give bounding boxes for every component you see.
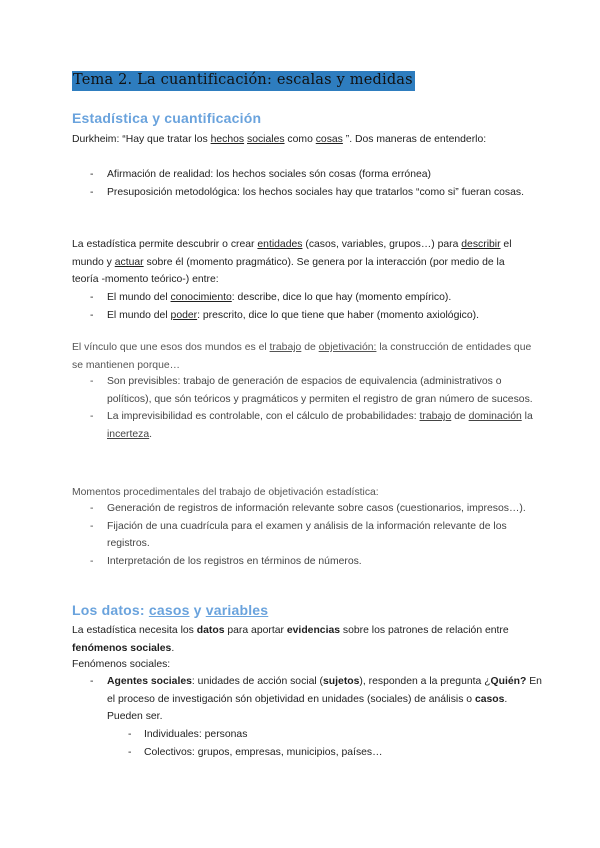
text: el mundo y — [72, 239, 512, 268]
underlined-term: actuar — [114, 256, 144, 268]
text: (casos, variables, grupos…) para — [302, 239, 462, 250]
text: El mundo del — [107, 292, 171, 303]
bold-term: datos — [196, 625, 225, 636]
underlined-term: describir — [461, 239, 501, 250]
paragraph-entidades — [72, 236, 532, 289]
underlined-term: variables — [205, 602, 269, 618]
text: El mundo del — [107, 309, 171, 321]
underlined-term: entidades — [257, 239, 303, 250]
list-objetivacion — [72, 373, 542, 443]
list-momentos — [72, 500, 542, 570]
text: sobre él (momento pragmático). Se genera por la interacción (por medio de la teoría -momento teórico-) entre: — [72, 256, 505, 285]
list-item: - Presuposición metodológica: los hechos sociales hay que tratarlos “como si” fueran cosas. — [72, 184, 542, 202]
bold-term: casos — [474, 693, 505, 705]
bold-term: fenómenos sociales — [72, 642, 172, 654]
text: la — [521, 411, 533, 422]
text: ), responden a la pregunta ¿ — [359, 676, 491, 687]
paragraph-datos — [72, 622, 532, 657]
underlined-term: casos — [148, 602, 190, 618]
title-block — [72, 71, 415, 91]
text: : describe, dice lo que hay (momento empírico). — [231, 292, 452, 303]
list-item — [72, 408, 542, 443]
list-agentes-tipos — [72, 726, 542, 761]
paragraph-durkheim — [72, 131, 532, 149]
list-item: - Son previsibles: trabajo de generación de espacios de equivalencia (administrativos o políticos), que són teóricos y pragmáticos y permiten el registro de gran número de sucesos. — [72, 373, 542, 408]
text: : unidades de acción social ( — [191, 676, 324, 687]
bold-term: Quién? — [490, 676, 527, 687]
section-heading-estadistica: Estadística y cuantificación — [72, 110, 262, 126]
page-title: Tema 2. La cuantificación: escalas y medidas — [72, 71, 415, 91]
underlined-term: cosas — [315, 134, 343, 145]
list-item: - Colectivos: grupos, empresas, municipios, países… — [72, 744, 542, 762]
paragraph-momentos: Momentos procedimentales del trabajo de objetivación estadística: — [72, 487, 379, 498]
text: como — [284, 134, 316, 145]
list-item: - Afirmación de realidad: los hechos sociales són cosas (forma errónea) — [72, 166, 542, 184]
text: y — [189, 602, 206, 618]
text: La imprevisibilidad es controlable, con el cálculo de probabilidades: — [107, 411, 420, 422]
underlined-term: dominación — [468, 411, 522, 422]
list-agentes — [72, 673, 542, 726]
bold-term: evidencias — [286, 625, 341, 636]
list-item: - Interpretación de los registros en términos de números. — [72, 553, 542, 571]
text: ”. Dos maneras de entenderlo: — [342, 134, 487, 145]
list-item: - Individuales: personas — [72, 726, 542, 744]
list-item — [72, 307, 542, 325]
underlined-term: incerteza — [107, 428, 150, 440]
underlined-term: sociales — [247, 134, 285, 145]
text: de — [451, 411, 469, 422]
underlined-term: trabajo — [269, 342, 302, 353]
text: La estadística permite descubrir o crear — [72, 239, 258, 250]
text: La estadística necesita los — [72, 625, 197, 636]
underlined-term: conocimiento — [170, 292, 232, 303]
list-durkheim — [72, 166, 542, 201]
list-item: - Fijación de una cuadrícula para el examen y análisis de la información relevante de los registros. — [72, 518, 542, 553]
text: El vínculo que une esos dos mundos es el — [72, 342, 270, 353]
text: sobre los patrones de relación entre — [340, 625, 509, 636]
text: En el proceso de investigación són objetividad en unidades (sociales) de análisis o — [107, 676, 542, 705]
text: . — [171, 642, 175, 654]
text: la construcción de entidades que se mantienen porque… — [72, 342, 532, 371]
list-item — [72, 673, 542, 726]
bold-term: sujetos — [323, 676, 360, 687]
text: Durkheim: “Hay que tratar los — [72, 134, 211, 145]
bold-term: Agentes sociales — [107, 676, 192, 687]
text: Los datos: — [72, 602, 149, 618]
text: . Pueden ser. — [107, 693, 508, 722]
paragraph-fenomenos: Fenómenos sociales: — [72, 659, 171, 670]
list-mundos — [72, 289, 542, 324]
underlined-term: poder — [170, 309, 198, 321]
text: . — [149, 428, 153, 440]
text: de — [301, 342, 319, 353]
underlined-term: hechos — [210, 134, 245, 145]
text: para aportar — [224, 625, 287, 636]
text: : prescrito, dice lo que tiene que haber (momento axiológico). — [197, 309, 479, 321]
list-item: - Generación de registros de información relevante sobre casos (cuestionarios, impresos…). — [72, 500, 542, 518]
section-heading-datos — [72, 602, 268, 618]
underlined-term: objetivación: — [318, 342, 377, 353]
paragraph-vinculo — [72, 339, 532, 374]
list-item — [72, 289, 542, 307]
underlined-term: trabajo — [419, 411, 452, 422]
